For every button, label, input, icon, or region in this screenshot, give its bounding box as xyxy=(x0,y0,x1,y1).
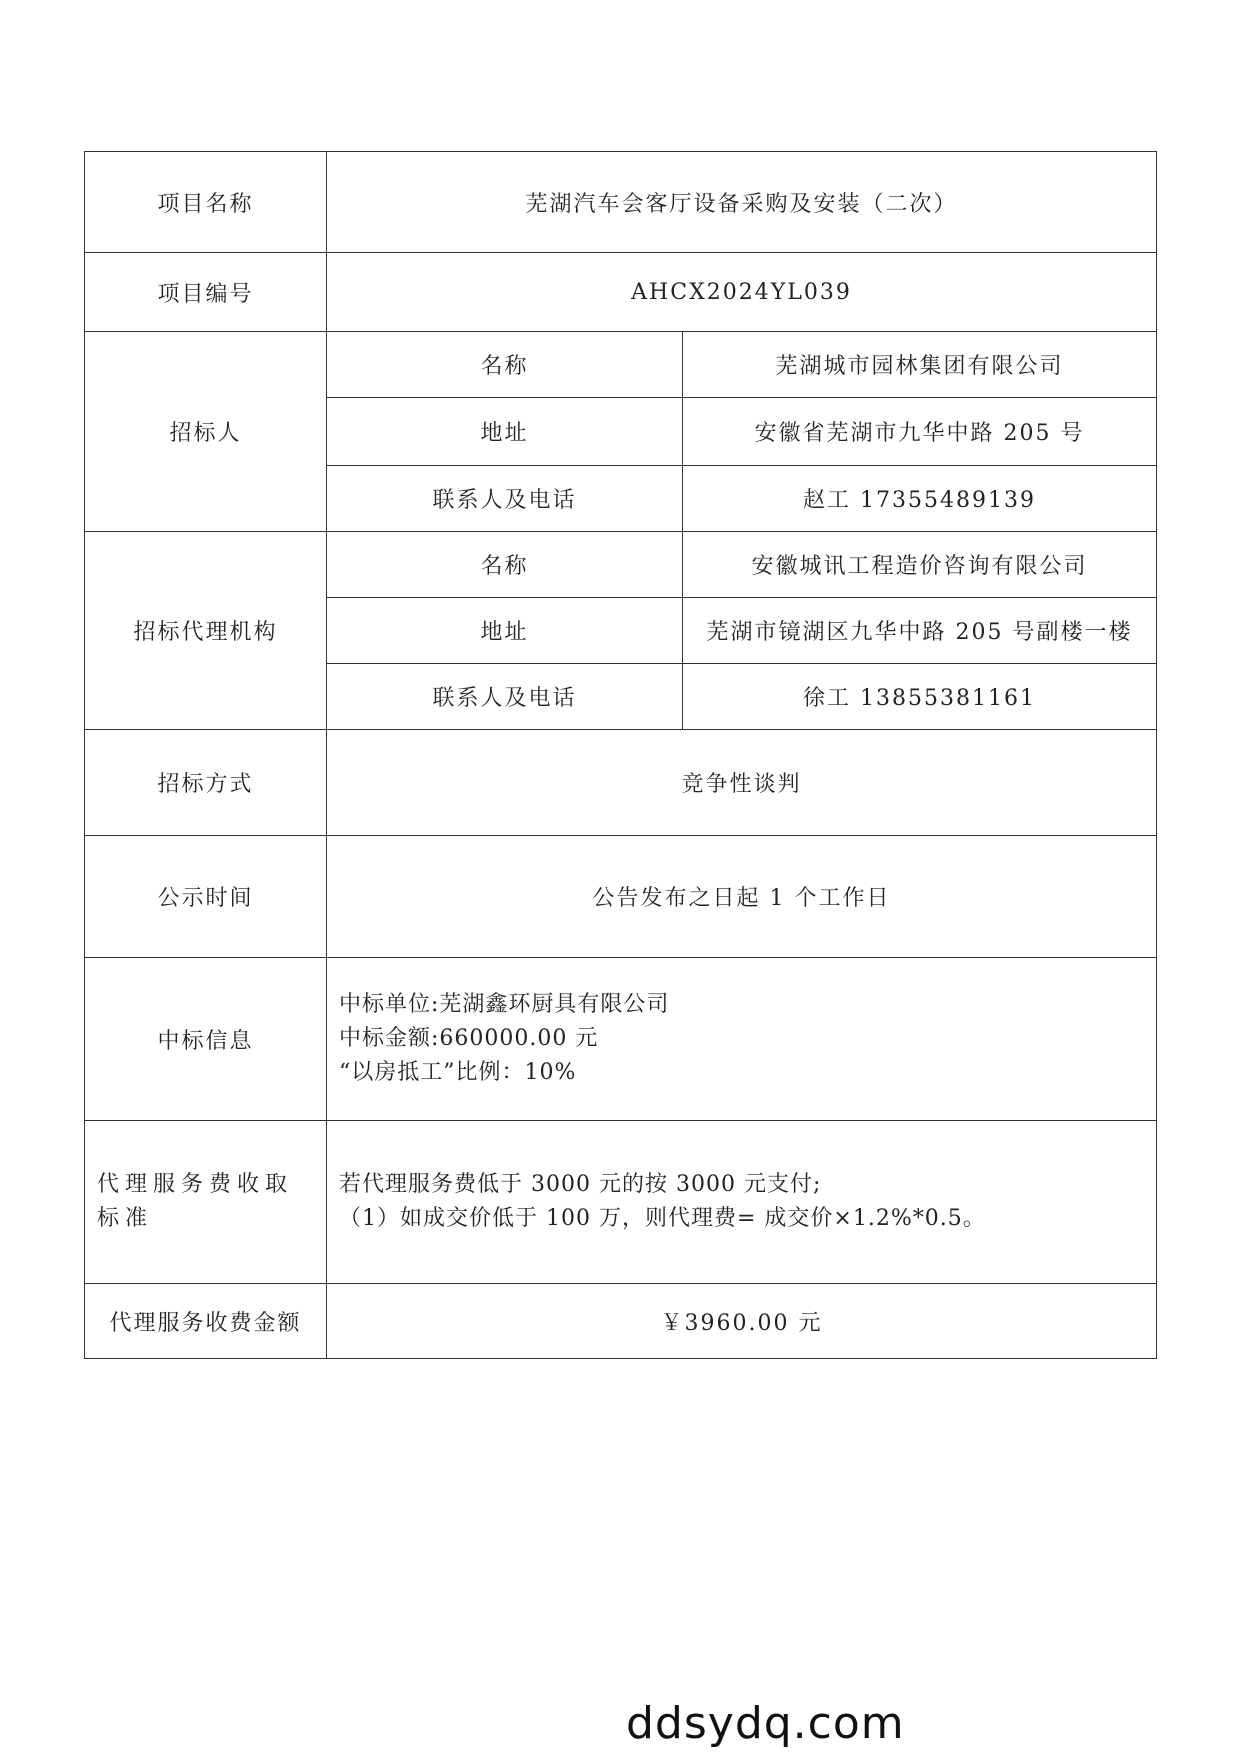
tenderer-name-label: 名称 xyxy=(327,332,683,398)
winner-label: 中标信息 xyxy=(85,958,327,1121)
tenderer-contact-label: 联系人及电话 xyxy=(327,466,683,532)
tenderer-address-label: 地址 xyxy=(327,398,683,466)
row-publicity xyxy=(85,836,1157,958)
method-label: 招标方式 xyxy=(85,730,327,836)
tenderer-name-value: 芜湖城市园林集团有限公司 xyxy=(683,332,1157,398)
project-code-value: AHCX2024YL039 xyxy=(327,253,1157,332)
row-fee-amount xyxy=(85,1284,1157,1359)
row-tenderer-name xyxy=(85,332,1157,398)
winner-info xyxy=(327,958,1157,1121)
row-agency-name xyxy=(85,532,1157,598)
row-method xyxy=(85,730,1157,836)
announcement-table xyxy=(84,151,1157,1359)
winner-amount: 中标金额:660000.00 元 xyxy=(339,1026,599,1051)
fee-standard-line-2: （1）如成交价低于 100 万，则代理费= 成交价×1.2%*0.5。 xyxy=(339,1206,986,1231)
winner-ratio: “以房抵工”比例：10% xyxy=(339,1060,577,1085)
winner-company: 中标单位:芜湖鑫环厨具有限公司 xyxy=(339,992,670,1017)
agency-address-value: 芜湖市镜湖区九华中路 205 号副楼一楼 xyxy=(683,598,1157,664)
site-watermark: ddsydq.com xyxy=(626,1698,905,1749)
row-fee-standard xyxy=(85,1121,1157,1284)
agency-name-value: 安徽城讯工程造价咨询有限公司 xyxy=(683,532,1157,598)
tenderer-address-value: 安徽省芜湖市九华中路 205 号 xyxy=(683,398,1157,466)
agency-name-label: 名称 xyxy=(327,532,683,598)
row-winner xyxy=(85,958,1157,1121)
method-value: 竞争性谈判 xyxy=(327,730,1157,836)
publicity-value: 公告发布之日起 1 个工作日 xyxy=(327,836,1157,958)
fee-standard-line-1: 若代理服务费低于 3000 元的按 3000 元支付; xyxy=(339,1172,822,1197)
agency-label: 招标代理机构 xyxy=(85,532,327,730)
agency-contact-value: 徐工 13855381161 xyxy=(683,664,1157,730)
project-name-label: 项目名称 xyxy=(85,152,327,253)
fee-standard-label: 代理服务费收取标准 xyxy=(85,1121,327,1284)
agency-contact-label: 联系人及电话 xyxy=(327,664,683,730)
tenderer-label: 招标人 xyxy=(85,332,327,532)
fee-standard-info xyxy=(327,1121,1157,1284)
row-project-name xyxy=(85,152,1157,253)
tenderer-contact-value: 赵工 17355489139 xyxy=(683,466,1157,532)
project-code-label: 项目编号 xyxy=(85,253,327,332)
publicity-label: 公示时间 xyxy=(85,836,327,958)
row-project-code xyxy=(85,253,1157,332)
fee-amount-label: 代理服务收费金额 xyxy=(85,1284,327,1359)
agency-address-label: 地址 xyxy=(327,598,683,664)
project-name-value: 芜湖汽车会客厅设备采购及安装（二次） xyxy=(327,152,1157,253)
fee-amount-value: ￥3960.00 元 xyxy=(327,1284,1157,1359)
